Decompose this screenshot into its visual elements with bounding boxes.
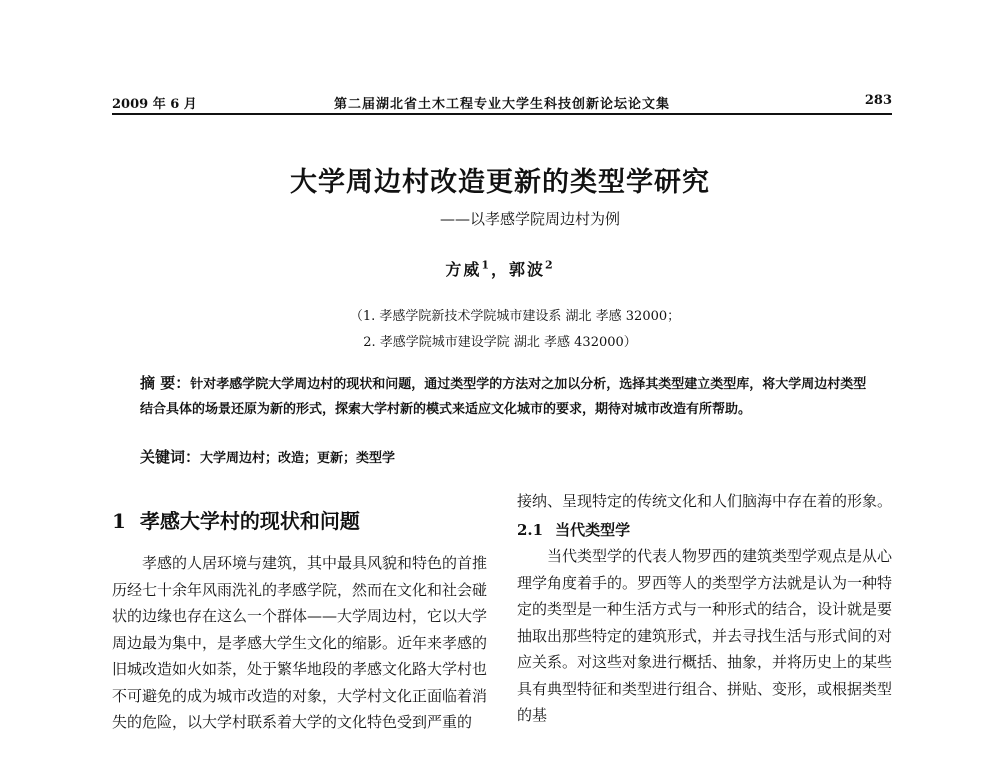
- subsection-2-1-title: 当代类型学: [555, 520, 631, 539]
- section-1-heading: [112, 506, 487, 536]
- author-line: [0, 257, 1000, 280]
- left-column: [112, 498, 487, 736]
- header-date: 2009 年 6 月: [112, 97, 197, 112]
- paper-subtitle: ——以孝感学院周边村为例: [439, 210, 620, 228]
- page-header: [112, 93, 892, 115]
- section-1-number: 1: [112, 509, 126, 533]
- affiliation-1: （1. 孝感学院新技术学院城市建设系 湖北 孝感 32000；: [349, 309, 681, 324]
- right-column: [517, 488, 892, 729]
- affiliation-2: 2. 孝感学院城市建设学院 湖北 孝感 432000）: [363, 335, 637, 350]
- continued-paragraph: 接纳、呈现特定的传统文化和人们脑海中存在着的形象。: [517, 492, 893, 510]
- paper-title: 大学周边村改造更新的类型学研究: [290, 167, 710, 198]
- section-1-paragraph: 孝感的人居环境与建筑，其中最具风貌和特色的首推历经七十余年风雨洗礼的孝感学院，然而在文化和社会碰状的边缘也存在这么一个群体——大学周边村，它以大学周边最为集中，是孝感大学生文化的缩影。近年来孝感的旧城改造如火如荼，处于繁华地段的孝感文化路大学村也不可避免的成为城市改造的对象，大学村文化正面临着消失的危险，以大学村联系着大学的文化特色受到严重的: [112, 554, 488, 731]
- keywords-label: 关键词：: [140, 448, 201, 466]
- header-page-number: 283: [864, 93, 892, 108]
- author-separator: ，: [490, 260, 509, 279]
- author-1: 方威: [445, 260, 482, 279]
- abstract-text: 针对孝感学院大学周边村的现状和问题，通过类型学的方法对之加以分析，选择其类型建立类型库，将大学周边村类型结合具体的场景还原为新的形式，探索大学村新的模式来适应文化城市的要求，期待对城市改造有所帮助。: [140, 377, 867, 417]
- section-1-title: 孝感大学村的现状和问题: [139, 509, 360, 533]
- subsection-2-1-heading: [517, 517, 892, 544]
- subsection-2-1-number: 2.1: [517, 520, 544, 539]
- author-2: 郭波: [509, 260, 546, 279]
- header-journal-title: 第二届湖北省土木工程专业大学生科技创新论坛论文集: [333, 97, 670, 112]
- author-2-superscript: 2: [545, 258, 555, 272]
- keywords-text: 大学周边村；改造；更新；类型学: [200, 451, 396, 466]
- abstract: [140, 371, 870, 422]
- abstract-label: 摘 要：: [140, 374, 191, 392]
- subsection-2-1-paragraph: 当代类型学的代表人物罗西的建筑类型学观点是从心理学角度着手的。罗西等人的类型学方法就是认为一种特定的类型是一种生活方式与一种形式的结合，设计就是要抽取出那些特定的建筑形式，并去寻找生活与形式间的对应关系。对这些对象进行概括、抽象，并将历史上的某些具有典型特征和类型进行组合、拼贴、变形，或根据类型的基: [517, 547, 893, 724]
- author-1-superscript: 1: [481, 258, 491, 272]
- header-rule: [112, 113, 892, 115]
- keywords: [140, 446, 870, 467]
